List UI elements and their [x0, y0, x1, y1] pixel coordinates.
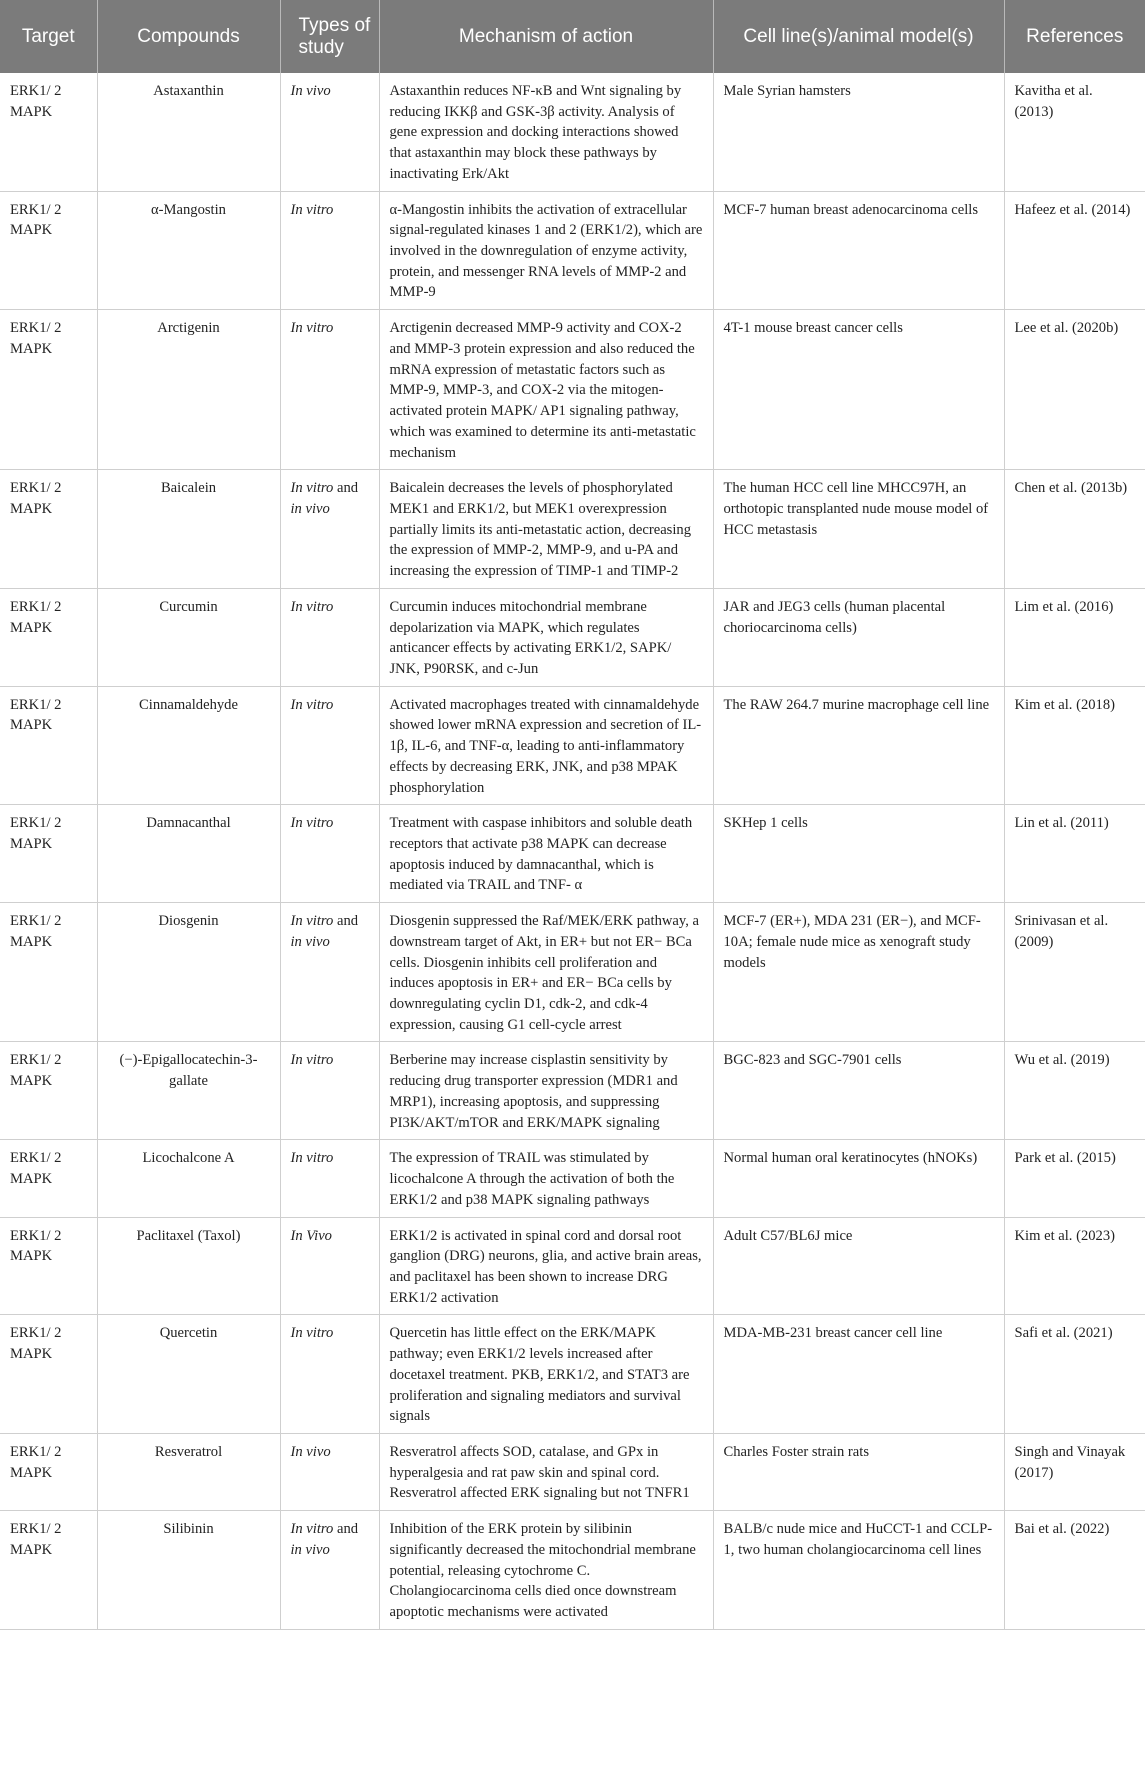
compound-cell: Resveratrol [97, 1433, 280, 1510]
target-cell: ERK1/ 2 MAPK [0, 73, 97, 191]
types-primary: In vitro [290, 598, 334, 615]
reference-cell: Lim et al. (2016) [1004, 588, 1145, 686]
types-of-study-cell [280, 1511, 379, 1630]
header-mechanism: Mechanism of action [379, 0, 713, 73]
types-of-study-cell [280, 805, 379, 903]
cell-lines-cell: BGC-823 and SGC-7901 cells [713, 1042, 1004, 1140]
header-references: References [1004, 0, 1145, 73]
mechanism-cell: Astaxanthin reduces NF-κB and Wnt signaling by reducing IKKβ and GSK-3β activity. Analysis of gene expression and docking interactions showed that astaxanthin may block these pathways by inactivating Erk/Akt [379, 73, 713, 191]
reference-cell: Singh and Vinayak (2017) [1004, 1433, 1145, 1510]
target-cell: ERK1/ 2 MAPK [0, 1217, 97, 1315]
reference-cell: Chen et al. (2013b) [1004, 470, 1145, 589]
table-row [0, 588, 1145, 686]
types-of-study-cell [280, 686, 379, 805]
cell-lines-cell: BALB/c nude mice and HuCCT-1 and CCLP-1, two human cholangiocarcinoma cell lines [713, 1511, 1004, 1630]
target-cell: ERK1/ 2 MAPK [0, 686, 97, 805]
mechanism-cell: Curcumin induces mitochondrial membrane depolarization via MAPK, which regulates anticancer effects by activating ERK1/2, SAPK/ JNK, P90RSK, and c-Jun [379, 588, 713, 686]
mechanism-cell: Arctigenin decreased MMP-9 activity and COX-2 and MMP-3 protein expression and also reduced the mRNA expression of metastatic factors such as MMP-9, MMP-3, and COX-2 via the mitogen-activated protein MAPK/ AP1 signaling pathway, which was examined to determine its anti-metastatic mechanism [379, 310, 713, 470]
target-cell: ERK1/ 2 MAPK [0, 588, 97, 686]
mechanism-cell: Berberine may increase cisplastin sensitivity by reducing drug transporter expression (MDR1 and MRP1), increasing apoptosis, and suppressing PI3K/AKT/mTOR and ERK/MAPK signaling [379, 1042, 713, 1140]
types-primary: In vivo [290, 83, 331, 99]
target-cell: ERK1/ 2 MAPK [0, 191, 97, 310]
compound-cell: Curcumin [97, 588, 280, 686]
compound-cell: Silibinin [97, 1511, 280, 1630]
mechanism-cell: Diosgenin suppressed the Raf/MEK/ERK pathway, a downstream target of Akt, in ER+ but not ER− BCa cells. Diosgenin inhibits cell proliferation and induces apoptosis in ER+ and ER− BCa cells by downregulating cyclin D1, cdk-2, and cdk-4 expression, causing G1 cell-cycle arrest [379, 903, 713, 1042]
types-of-study-cell [280, 1140, 379, 1217]
types-of-study-cell [280, 73, 379, 191]
target-cell: ERK1/ 2 MAPK [0, 1511, 97, 1630]
mechanism-cell: Activated macrophages treated with cinnamaldehyde showed lower mRNA expression and secretion of IL-1β, IL-6, and TNF-α, leading to anti-inflammatory effects by decreasing ERK, JNK, and p38 MPAK phosphorylation [379, 686, 713, 805]
target-cell: ERK1/ 2 MAPK [0, 805, 97, 903]
types-primary: In vitro [290, 1052, 334, 1069]
types-secondary: in vivo [290, 933, 330, 950]
table-body [0, 73, 1145, 1629]
types-primary: In vitro [290, 913, 334, 930]
compound-cell: Licochalcone A [97, 1140, 280, 1217]
compound-cell: Quercetin [97, 1315, 280, 1434]
types-primary: In vitro [290, 696, 334, 713]
types-conjunction: and [333, 480, 359, 497]
mechanism-cell: Inhibition of the ERK protein by silibinin significantly decreased the mitochondrial membrane potential, releasing cytochrome C. Cholangiocarcinoma cells died once downstream apoptotic mechanisms were activated [379, 1511, 713, 1630]
target-cell: ERK1/ 2 MAPK [0, 1315, 97, 1434]
cell-lines-cell: MDA-MB-231 breast cancer cell line [713, 1315, 1004, 1434]
header-row [0, 0, 1145, 73]
cell-lines-cell: Male Syrian hamsters [713, 73, 1004, 191]
table-row [0, 1433, 1145, 1510]
target-cell: ERK1/ 2 MAPK [0, 1433, 97, 1510]
types-conjunction: and [333, 913, 359, 930]
cell-lines-cell: MCF-7 (ER+), MDA 231 (ER−), and MCF-10A; female nude mice as xenograft study models [713, 903, 1004, 1042]
compound-cell: Damnacanthal [97, 805, 280, 903]
header-types-of-study: Types of study [280, 0, 379, 73]
table-row [0, 1042, 1145, 1140]
header-cell-lines: Cell line(s)/animal model(s) [713, 0, 1004, 73]
table-row [0, 1315, 1145, 1434]
mechanism-cell: ERK1/2 is activated in spinal cord and dorsal root ganglion (DRG) neurons, glia, and active brain areas, and paclitaxel has been shown to increase DRG ERK1/2 activation [379, 1217, 713, 1315]
table-row [0, 470, 1145, 589]
compound-cell: Paclitaxel (Taxol) [97, 1217, 280, 1315]
mechanism-cell: Resveratrol affects SOD, catalase, and GPx in hyperalgesia and rat paw skin and spinal cord. Resveratrol affected ERK signaling but not TNFR1 [379, 1433, 713, 1510]
types-primary: In vitro [290, 815, 334, 832]
types-secondary: in vivo [290, 1541, 330, 1558]
table-row [0, 805, 1145, 903]
types-of-study-cell [280, 588, 379, 686]
types-primary: In vitro [290, 201, 334, 218]
header-compounds: Compounds [97, 0, 280, 73]
cell-lines-cell: Charles Foster strain rats [713, 1433, 1004, 1510]
reference-cell: Kim et al. (2023) [1004, 1217, 1145, 1315]
target-cell: ERK1/ 2 MAPK [0, 1042, 97, 1140]
types-primary: In vitro [290, 1521, 334, 1538]
compound-cell: Cinnamaldehyde [97, 686, 280, 805]
table-row [0, 73, 1145, 191]
target-cell: ERK1/ 2 MAPK [0, 470, 97, 589]
mechanism-cell: The expression of TRAIL was stimulated by licochalcone A through the activation of both the ERK1/2 and p38 MAPK signaling pathways [379, 1140, 713, 1217]
table-row [0, 191, 1145, 310]
types-of-study-cell [280, 1315, 379, 1434]
types-of-study-cell [280, 1433, 379, 1510]
compound-cell: (−)-Epigallocatechin-3-gallate [97, 1042, 280, 1140]
reference-cell: Lee et al. (2020b) [1004, 310, 1145, 470]
table-row [0, 686, 1145, 805]
target-cell: ERK1/ 2 MAPK [0, 1140, 97, 1217]
types-of-study-cell [280, 191, 379, 310]
mechanism-cell: Quercetin has little effect on the ERK/MAPK pathway; even ERK1/2 levels increased after docetaxel treatment. PKB, ERK1/2, and STAT3 are proliferation and signaling mediators and survival signals [379, 1315, 713, 1434]
cell-lines-cell: JAR and JEG3 cells (human placental choriocarcinoma cells) [713, 588, 1004, 686]
types-primary: In vitro [290, 1325, 334, 1342]
reference-cell: Lin et al. (2011) [1004, 805, 1145, 903]
target-cell: ERK1/ 2 MAPK [0, 903, 97, 1042]
cell-lines-cell: 4T-1 mouse breast cancer cells [713, 310, 1004, 470]
table-row [0, 1217, 1145, 1315]
reference-cell: Park et al. (2015) [1004, 1140, 1145, 1217]
cell-lines-cell: SKHep 1 cells [713, 805, 1004, 903]
types-of-study-cell [280, 310, 379, 470]
reference-cell: Kim et al. (2018) [1004, 686, 1145, 805]
cell-lines-cell: The RAW 264.7 murine macrophage cell line [713, 686, 1004, 805]
compound-cell: Diosgenin [97, 903, 280, 1042]
table-row [0, 1140, 1145, 1217]
compound-cell: Astaxanthin [97, 73, 280, 191]
types-of-study-cell [280, 470, 379, 589]
cell-lines-cell: The human HCC cell line MHCC97H, an orthotopic transplanted nude mouse model of HCC metastasis [713, 470, 1004, 589]
types-primary: In vitro [290, 480, 334, 497]
reference-cell: Srinivasan et al. (2009) [1004, 903, 1145, 1042]
table-row [0, 1511, 1145, 1630]
reference-cell: Wu et al. (2019) [1004, 1042, 1145, 1140]
header-target: Target [0, 0, 97, 73]
compound-cell: α-Mangostin [97, 191, 280, 310]
types-secondary: in vivo [290, 500, 330, 517]
types-conjunction: and [333, 1521, 359, 1538]
reference-cell: Kavitha et al. (2013) [1004, 73, 1145, 191]
reference-cell: Bai et al. (2022) [1004, 1511, 1145, 1630]
mechanism-cell: Treatment with caspase inhibitors and soluble death receptors that activate p38 MAPK can decrease apoptosis induced by damnacanthal, which is mediated via TRAIL and TNF- α [379, 805, 713, 903]
types-primary: In vitro [290, 1150, 334, 1167]
types-of-study-cell [280, 1217, 379, 1315]
types-primary: In Vivo [290, 1227, 332, 1244]
reference-cell: Safi et al. (2021) [1004, 1315, 1145, 1434]
types-primary: In vitro [290, 320, 334, 337]
types-of-study-cell [280, 1042, 379, 1140]
reference-cell: Hafeez et al. (2014) [1004, 191, 1145, 310]
table-row [0, 310, 1145, 470]
types-primary: In vivo [290, 1443, 331, 1460]
target-cell: ERK1/ 2 MAPK [0, 310, 97, 470]
types-of-study-cell [280, 903, 379, 1042]
mechanism-cell: Baicalein decreases the levels of phosphorylated MEK1 and ERK1/2, but MEK1 overexpression partially limits its anti-metastatic action, decreasing the expression of MMP-2, MMP-9, and u-PA and increasing the expression of TIMP-1 and TIMP-2 [379, 470, 713, 589]
mechanism-cell: α-Mangostin inhibits the activation of extracellular signal-regulated kinases 1 and 2 (ERK1/2), which are involved in the downregulation of enzyme activity, protein, and messenger RNA levels of MMP-2 and MMP-9 [379, 191, 713, 310]
table-header [0, 0, 1145, 73]
compound-cell: Baicalein [97, 470, 280, 589]
compound-cell: Arctigenin [97, 310, 280, 470]
cell-lines-cell: MCF-7 human breast adenocarcinoma cells [713, 191, 1004, 310]
cell-lines-cell: Normal human oral keratinocytes (hNOKs) [713, 1140, 1004, 1217]
cell-lines-cell: Adult C57/BL6J mice [713, 1217, 1004, 1315]
table-row [0, 903, 1145, 1042]
